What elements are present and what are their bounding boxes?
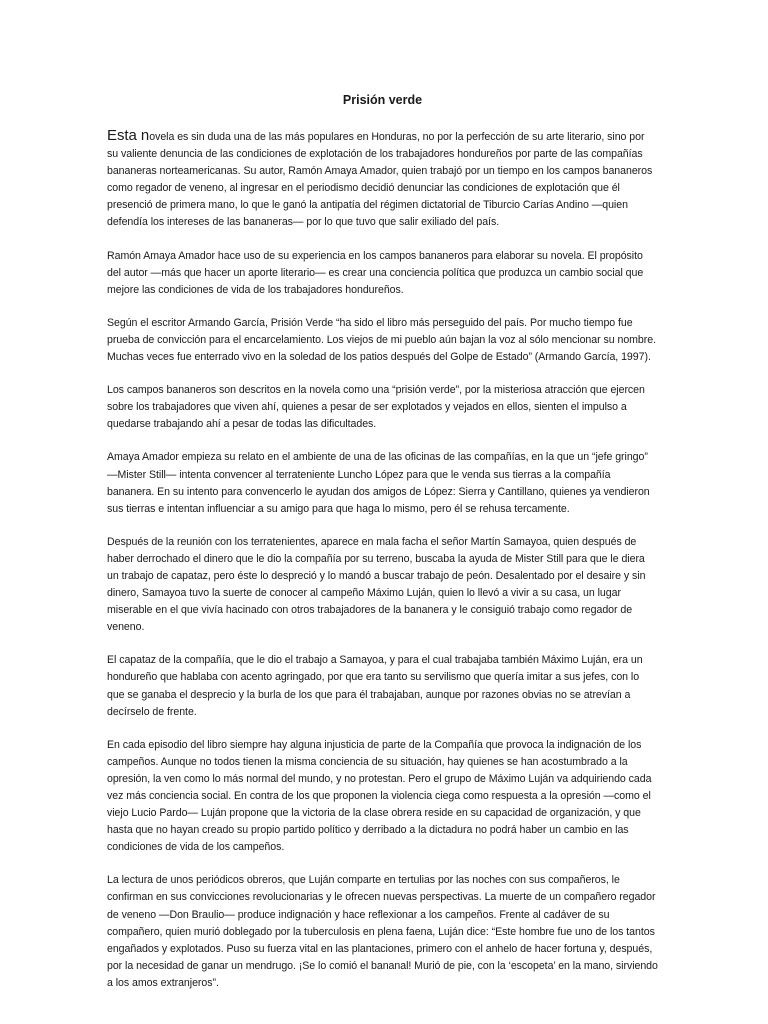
- paragraph-7: El capataz de la compañía, que le dio el trabajo a Samayoa, y para el cual trabajaba también Máximo Luján, era un hondureño que hablaba con acento agringado, por que era tanto su servilismo que quería imitar a sus jefes, con lo que se ganaba el desprecio y la burla de los que para él trabajaban, aunque por razones obvias no se atrevían a decírselo de frente.: [107, 654, 643, 718]
- paragraph-4: Los campos bananeros son descritos en la novela como una “prisión verde”, por la misteriosa atracción que ejercen sobre los trabajadores que viven ahí, quienes a pesar de ser explotados y vejados en ellos, sienten el impulso a quedarse trabajando ahí a pesar de todas las dificultades.: [107, 384, 645, 431]
- lead-text: Esta n: [107, 127, 150, 144]
- paragraph-8: En cada episodio del libro siempre hay alguna injusticia de parte de la Compañía que provoca la indignación de los campeños. Aunque no todos tienen la misma conciencia de su situación, hay quienes se han acostumbrado a la opresión, la ven como lo más normal del mundo, y no protestan. Pero el grupo de Máximo Luján va adquiriendo cada vez más conciencia social. En contra de los que proponen la violencia ciega como respuesta a la opresión —como el viejo Lucio Pardo— Luján propone que la victoria de la clase obrera reside en su capacidad de organización, y que hasta que no hayan creado su propio partido político y derribado a la dictadura no podrá haber un cambio en las condiciones de vida de los campeños.: [107, 738, 652, 854]
- paragraph-5: Amaya Amador empieza su relato en el ambiente de una de las oficinas de las compañías, en la que un “jefe gringo” —Mister Still— intenta convencer al terrateniente Luncho López para que le venda sus tierras a la compañía bananera. En su intento para convencerlo le ayudan dos amigos de López: Sierra y Cantillano, quienes ya vendieron sus tierras e intentan influenciar a su amigo para que haga lo mismo, pero él se rehusa tercamente.: [107, 451, 650, 515]
- paragraph-3: Según el escritor Armando García, Prisión Verde “ha sido el libro más perseguido del país. Por mucho tiempo fue prueba de convicción para el encarcelamiento. Los viejos de mi pueblo aún bajan la voz al sólo mencionar su nombre. Muchas veces fue enterrado vivo en la soledad de los patios después del Golpe de Estado” (Armando García, 1997).: [107, 316, 656, 364]
- paragraph-9: La lectura de unos periódicos obreros, que Luján comparte en tertulias por las noches con sus compañeros, le confirman en sus convicciones revolucionarias y le ofrecen nuevas perspectivas. La muerte de un compañero regador de veneno —Don Braulio— produce indignación y hace reflexionar a los campeños. Frente al cadáver de su compañero, quien murió doblegado por la tuberculosis en plena faena, Luján dice: “Este hombre fue uno de los tantos engañados y explotados. Puso su fuerza vital en las plantaciones, primero con el anhelo de hacer fortuna y, después, por la necesidad de ganar un mendrugo. ¡Se lo comió el bananal! Murió de pie, con la ‘escopeta’ en la mano, sirviendo a los amos extranjeros”.: [107, 874, 658, 989]
- paragraph-6: Después de la reunión con los terratenientes, aparece en mala facha el señor Martín Samayoa, quien después de haber derrochado el dinero que le dio la compañía por su terreno, buscaba la ayuda de Mister Still para que le diera un trabajo de capataz, pero éste lo despreció y lo mandó a buscar trabajo de peón. Desalentado por el desaire y sin dinero, Samayoa tuvo la suerte de conocer al campeño Máximo Luján, quien lo llevó a vivir a su casa, un lugar miserable en el que vivía hacinado con otros trabajadores de la bananera y le consiguió trabajo como regador de veneno.: [107, 535, 646, 634]
- paragraph-2: Ramón Amaya Amador hace uso de su experiencia en los campos bananeros para elaborar su novela. El propósito del autor —más que hacer un aporte literario— es crear una conciencia política que produzca un cambio social que mejore las condiciones de vida de los trabajadores hondureños.: [107, 249, 644, 296]
- paragraph-1: [107, 127, 658, 232]
- paragraph-1-text: ovela es sin duda una de las más populares en Honduras, no por la perfección de su arte literario, sino por su valiente denuncia de las condiciones de explotación de los trabajadores hondureños por parte de las compañías bananeras norteamericanas. Su autor, Ramón Amaya Amador, quien trabajó por un tiempo en los campos bananeros como regador de veneno, al ingresar en el periodismo decidió denunciar las condiciones de explotación que él presenció de primera mano, lo que le ganó la antipatía del régimen dictatorial de Tiburcio Carías Andino —quien defendía los intereses de las bananeras— por lo que tuvo que salir exiliado del país.: [107, 131, 653, 229]
- document-title: Prisión verde: [342, 93, 423, 107]
